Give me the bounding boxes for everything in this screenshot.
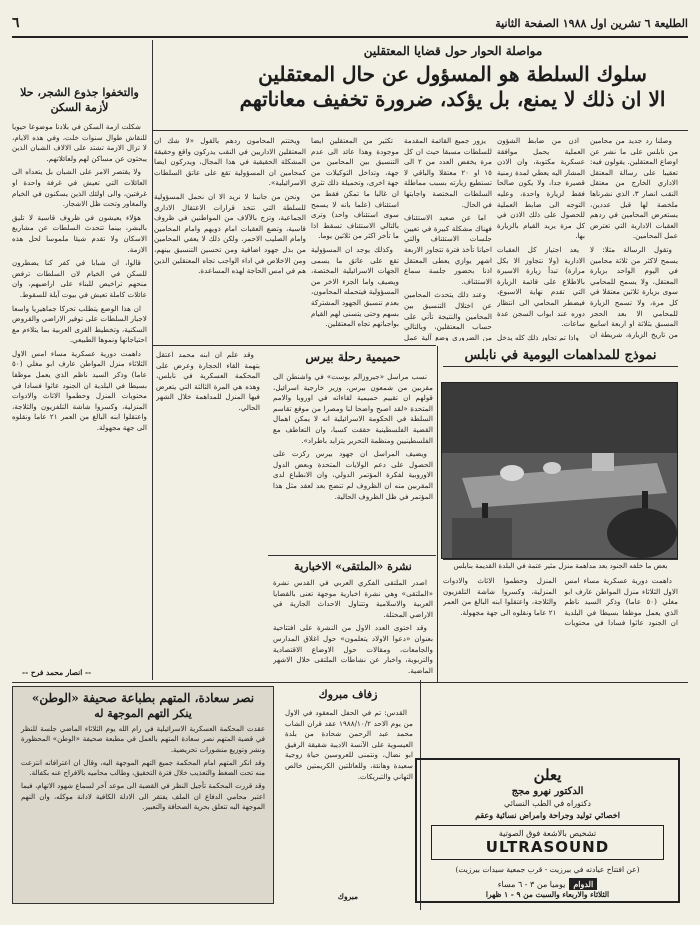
ad-ultrasound: ULTRASOUND [485,838,610,856]
paragraph: واذا تم تجاوز ذلك كله يدخل [497,332,579,341]
wedding-story-body [285,708,413,888]
photo-story-body [443,576,678,746]
column-rule [437,346,438,682]
paragraph: وقد احتوى العدد الاول من النشرة على افتتاحية بعنوان «دعوا الاولاد يتعلمون» حول اغلاق المدارس والجامعات، ومقالات حول الاوضاع الاقتصادية والتربوية، واخبار عن نشاطات الملتقى خلال الاشهر الماضية. [273,623,433,675]
paragraph: اما عن صعيد الاستئناف فهناك مشكلة كبيرة في تعيين جلسات الاستئناف والتي احيانا تأخذ فترة تتجاوز الاربعة اشهر يوازي يعطى المعتقل اذنا بحضور جلسة سماع الاستئناف. [404,213,492,286]
ad-doctor: الدكتور نهرو مجج [511,786,584,797]
paragraph: ونحن من جانبنا لا نريد الا ان نحمل المسؤولية للسلطة التي تتخذ قرارات الاعتقال الاداري الجماعية، وتزج بالآلاف من المواطنين في ظروف قاسية، وتضع العقبات امام ذويهم وامام المحامين وامام الصليب الاحمر. ولكن ذلك لا يعفي المحامين من بذل جهود اضافية ومن تحسين التنسيق بينهم، ومن الاخلاص في اداء الواجب تجاه المعتقلين الذين هم في امس الحاجة لهذه المساعدة. [154,191,306,276]
story-column [590,136,678,341]
title-line: والتخفوا جذوع الشجر، حلا [20,86,139,99]
paragraph: داهمت دورية عسكرية مساء امس الاول الثلاثاء منزل المواطن عارف ابو مغلي (٥٠ عاما) وذكر السيد ناظم الذي يعمل موظفا بسيطا في البلدية ان الجنود عاثوا فسادا في محتويات المنزل وحطموا الاثاث والادوات المنزلية، وكسروا شاشة التلفزيون والثلاجة، واعتقلوا ابنه البالغ من العمر ٢١ عاما ونقلوه الى جهة مجهولة. [443,576,678,628]
paragraph: وتقول الرسالة مثلا: لا يسمح لاكثر من ثلاثة محامين في اليوم الواحد بزيارة المعتقل، ولا يسمح للمحامي سوى بزيارة ثلاثين معتقلا في كل مرة، ولا تسمح الزيارة للمحامي الا بعد الحجز المسبق بثلاثة او اربعة اسابيع من تاريخ الزيارة، شريطة ان [590,244,678,339]
visit-story-title: حميمية رحلة بيرس [305,350,401,364]
paragraph: ان هذا الوضع يتطلب تحركا جماهيريا واسعا لاجبار السلطات على توفير الاراضي والقروض السكنية، وتخطيط القرى العربية بما يتلاءم مع احتياجاتها ونموها الطبيعي. [12,303,147,345]
photo-illustration [442,383,677,558]
boxed-story-subtitle: ينكر التهم الموجهة له [94,707,192,720]
clinic-advertisement [415,758,680,903]
paragraph: وقد قررت المحكمة تأجيل النظر في القضية الى موعد آخر لسماع شهود الاتهام، فيما اعتبر محامي الدفاع ان الملف يفتقر الى الادلة الكافية لادانة موكله، وان التهم الموجهة اليه تتعلق بحرية الصحافة والتعبير. [21,782,265,812]
paragraph: تكثير من المعتقلين ايضا موجودة وهذا عائد الى عدم التنسيق بين المحامين من جهة، وتداخل التوكيلات من جهة اخرى، وتحميلة ذلك تثري ان غالبا ما تمكن فقط من استئناف (علما بانه لا يسمح سوى استئناف واحد) وترى بالتالي الاستئناف تسقط اذا ما تأخر اكثر من ثلاثين يوما. [311,136,399,241]
story-kicker: مواصلة الحوار حول قضايا المعتقلين [363,44,543,58]
ad-service-box [431,825,664,860]
running-header [12,10,688,38]
left-column-sign: -- انصار محمد فرح -- [22,668,92,677]
header-title: الطليعة ٦ تشرين اول ١٩٨٨ الصفحة الثانية [495,16,688,30]
photo-caption: بعض ما خلفه الجنود بعد مداهمة منزل مثير عتمة في البلدة القديمة بنابلس [443,559,678,570]
ad-announce: يعلن [533,766,562,784]
paragraph: نسب مراسل «جيروزالم بوست» في واشنطن الى مقربين من شمعون بيرس، وزير خارجية اسرائيل، قولهم ان تقييم حميمية لقاءاته في اوروبا والامم المتحدة «لقد اصبح واضحا لنا ومصرا من موقع تقاسم السلطة في الحكومة الاسرائيلية انه لا يمكن اهمال القضية الفلسطينية حققت كسبا، وان التعاطف مع الفلسطينيين ومنظمة التحرير يتزايد باطراد». [273,372,433,445]
headline-line: سلوك السلطة هو المسؤول عن حال المعتقلين [258,62,647,86]
ad-service: تشخيص بالاشعة فوق الصوتية [498,829,597,838]
paragraph: القدس: تم في الحفل المعقود في الاول من يوم الاحد ١٩٨٨/١٠/٢ عقد قران الشاب محمد عبد الرحمن شحادة من بلدة العيسوية على الآنسة الاديبة شقيقة الرفيق ابو نضال، ونتمنى للعروسين حياة زوجية سعيدة وهانئة، وللعائلتين الكريمتين خالص التهاني والتبريكات. [285,708,413,781]
paragraph: وصلنا رد جديد من محامين من نابلس على ما نشر عن اوضاع المعتقلين. يقولون فيه: تعقيبا على رسالة المعتقل الاداري الخارج من معتقل النقب انصار ٣، الذي نشرناها ملخصة لها قبل عددين، يستعرض المحامين في ردهم العقبات الادارية التي تعترض عمل المحامين. [590,136,678,241]
ad-address: (عن افتتاح عيادته في بيرزيت - قرب جمعية سيدات بيرزيت) [455,865,640,874]
story-headline [225,62,680,112]
paragraph: ويختتم المحامون ردهم بالقول «لا شك ان المعتقلين الاداريين في النقب يدركون واقع وحقيقة المشكلة الحقيقية في هذا المجال، ويدركون ايضا كمحامين ان المسؤولية تقع على عاتق السلطات الاسرائيلية». [154,136,306,188]
story-column [156,350,260,675]
column-rule [152,40,153,680]
headline-line: الا ان ذلك لا يمنع، بل يؤكد، ضرورة تخفيف معاناتهم [239,87,666,111]
story-column [311,136,399,341]
title-line: لأزمة السكن [50,101,109,115]
news-photo [441,382,678,559]
ad-specialty: اخصائي توليد وجراحة وامراض نسائية وعقم [475,810,620,820]
ad-hours-daily: يوميا من ٣ - ٦ مساء [497,879,566,889]
story-column [497,136,585,341]
page-mark: ٦ [12,15,20,31]
wedding-story-title: زفاف مبروك [318,688,378,701]
boxed-story-title: نصر سعادة، المتهم بطباعة صحيفة «الوطن» [31,691,255,705]
paragraph: هؤلاء يعيشون في ظروف قاسية لا تليق بالبشر، بينما تتحدث السلطات عن مشاريع الاسكان ولا تقدم شيئا ملموسا لحل هذه الازمة. [12,212,147,254]
paragraph: يزور جميع القائمة المقدمة للسلطات مسبقا حيث ان كل مرة يخفض العدد من ٢ الى ١٥ او ٢٠ معتقلا والباقي لا تستطيع زيارته بسبب مماطلة السلطات المختصة واجابتها في الحال. [404,136,492,209]
paragraph: قالوا، ان شبابا في كفر كنا يضطرون للسكن في الخيام لان السلطات ترفض منحهم تراخيص للبناء على اراضيهم، وان عائلات كاملة تعيش في بيوت آيلة للسقوط. [12,258,147,299]
paragraph: داهمت دورية عسكرية مساء امس الاول الثلاثاء منزل المواطن عارف ابو مغلي (٥٠ عاما) وذكر السيد ناظم الذي يعمل موظفا بسيطا في البلدية ان الجنود عاثوا فسادا في محتويات المنزل وحطموا الاثاث والادوات المنزلية، وكسروا شاشة التلفزيون والثلاجة، واعتقلوا ابنه البالغ من العمر ٢١ عاما ونقلوه الى جهة مجهولة. [12,348,147,433]
paragraph: وقد علم ان ابنه محمد اعتقل بتهمة القاء الحجارة وعرض على المحكمة العسكرية في نابلس، وهذه هي المرة الثالثة التي يتعرض فيها المنزل للمداهمة خلال الشهر الحالي. [156,350,260,412]
rule [152,345,436,346]
paragraph: اذن من ضابط الشؤون العملية يحمل موافقة عسكرية مكتوبة، وان الاذن المشار اليه يعطي لمدة زمنية قصيرة جدا، ولا يكون صالحا فقط لزيارة واحدة، وعليه التوجه الى ضابط العملية للحصول على ذلك الاذن في كل مرة يريد القيام بالزيارة بها. [497,136,585,241]
left-column-title [12,85,147,116]
boxed-story-body [13,724,273,812]
ad-credentials: دكتوراه في الطب النسائي [504,799,591,808]
paragraph: ويضيف المراسل ان جهود بيرس ركزت على الحصول على دعم الولايات المتحدة وبعض الدول الاوروبية لفكرة المؤتمر الدولي، وان الانطباع لدى المقربين منه ان الظروف لم تنضج بعد لعقد مثل هذا المؤتمر في ظل الظروف الحالية. [273,449,433,501]
paragraph: عقدت المحكمة العسكرية الاسرائيلية في رام الله يوم الثلاثاء الماضي جلسة للنظر في قضية المتهم نصر سعادة المتهم بالعمل في مطبعة صحيفة «الوطن» المحظورة ونشر وتوزيع منشورات تحريضية. [21,725,265,754]
ad-hours [421,878,674,890]
newspaper-page [12,10,688,915]
left-column-body [12,122,147,667]
headline-rule [152,130,688,131]
magazine-story-title: نشرة «الملتقى» الاخبارية [294,560,412,573]
rule [268,555,436,556]
story-column [404,136,492,341]
paragraph: شكلت ازمة السكن في بلادنا موضوعا حيويا للنقاش طوال سنوات خلت، وفي هذه الايام، لا تزال الازمة تشتد على الالاف الشبان الذين يبحثون عن مساكن لهم ولعائلاتهم. [12,122,147,163]
wedding-sign: مبروك [337,892,358,901]
ad-hours-label: الدوام [569,878,597,890]
ad-hours-weekly: الثلاثاء والاربعاء والسبت من ٩ - ١ ظهرا [485,890,610,899]
paragraph: ولا يقتصر الامر على الشبان بل يتعداه الى العائلات التي تعيش في غرفة واحدة او غرفتين، والى اولئك الذين يسكنون في الخيام والمغاور وتحت ظل الاشجار. [12,167,147,209]
story-column [154,136,306,341]
paragraph: وقد انكر المتهم امام المحكمة جميع التهم الموجهة اليه، وقال ان اعترافاته انتزعت منه تحت الضغط والتعذيب خلال فترة التحقيق، وطالب محاميه بالافراج عنه بكفالة. [21,758,265,778]
magazine-story-body [273,578,433,678]
photo-story-title: نموذج للمداهمات اليومية في نابلس [443,348,678,367]
paragraph: اصدر الملتقى الفكري العربي في القدس نشرة «الملتقى» وهي نشرة اخبارية موجهة تعنى بالقضايا العربية والاسلامية وتتناول الاحداث الجارية في الاراضي المحتلة. [273,578,433,619]
visit-story-body [273,372,433,550]
boxed-story [12,686,274,904]
paragraph: وكذلك يوجد ان المسؤولية تقع على عاتق ما يسمى الجهات الاسرائيلية المختصة، ويضيف واما الجزء الاخر من المسؤولية فيتحمله المحامون، بعدم تنسيق الجهود المشتركة بسهم وحتى يتسنى لهم القيام بواجباتهم تجاه المعتقلين. [311,244,399,329]
paragraph: وعند ذلك يتحدث المحامين عن اختلال التنسيق بين المحامين والنتيجة تأتي على حساب المعتقلين، وبالتالي من الضروري وضع آلية عمل [404,290,492,341]
paragraph: يعد اجتياز كل العقبات الادارية (ولا نتجاوز الا بكل مرارة) تبدأ زيارة الاسيرة بالاطلاع على قائمة الزيارة التي تقدم نهاية الاسبوع، فيضطر المحامي الى انتظار دوره عند ابواب السجن عدة ساعات. [497,244,585,329]
